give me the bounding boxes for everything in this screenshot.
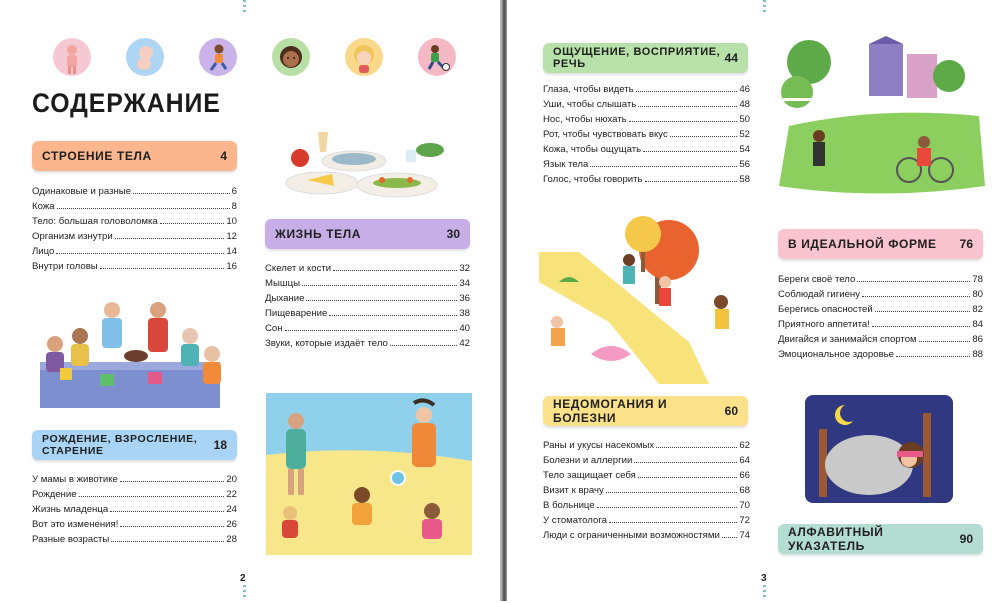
toc-item[interactable]: Голос, чтобы говорить 58	[543, 174, 750, 185]
toc-item[interactable]: Береги своё тело 78	[778, 274, 983, 285]
section-page: 30	[446, 227, 460, 241]
toc-item[interactable]: Уши, чтобы слышать 48	[543, 99, 750, 110]
section-banner-birth-aging[interactable]	[32, 430, 237, 460]
section-page: 18	[213, 438, 227, 452]
toc-list-birth-aging	[32, 470, 237, 545]
toc-item[interactable]: Берегись опасностей 82	[778, 304, 983, 315]
toc-list-body-structure	[32, 182, 237, 272]
autumn-path-illustration	[539, 212, 749, 384]
blond-child-icon	[345, 38, 383, 76]
toc-item[interactable]: Глаза, чтобы видеть 46	[543, 84, 750, 95]
family-table-illustration	[40, 296, 230, 412]
toc-item[interactable]: У мамы в животике 20	[32, 474, 237, 485]
section-title: РОЖДЕНИЕ, ВЗРОСЛЕНИЕ, СТАРЕНИЕ	[42, 433, 198, 457]
toc-item[interactable]: Кожа 8	[32, 201, 237, 212]
body-icon	[53, 38, 91, 76]
toc-item[interactable]: Раны и укусы насекомых 62	[543, 440, 750, 451]
football-child-icon	[418, 38, 456, 76]
bookmark-ribbon	[763, 585, 766, 603]
section-banner-illness[interactable]	[543, 396, 748, 426]
toc-item[interactable]: Язык тела 56	[543, 159, 750, 170]
section-title: ОЩУЩЕНИЕ, ВОСПРИЯТИЕ, РЕЧЬ	[553, 46, 721, 70]
baby-icon	[126, 38, 164, 76]
section-title: СТРОЕНИЕ ТЕЛА	[42, 149, 152, 163]
toc-item[interactable]: Звуки, которые издаёт тело 42	[265, 338, 470, 349]
toc-item[interactable]: Тело: большая головоломка 10	[32, 216, 237, 227]
section-banner-index[interactable]	[778, 524, 983, 554]
toc-item[interactable]: У стоматолога 72	[543, 515, 750, 526]
toc-list-perception	[543, 80, 750, 185]
toc-item[interactable]: Тело защищает себя 66	[543, 470, 750, 481]
section-banner-fitness[interactable]	[778, 229, 983, 259]
page-number: 3	[761, 573, 767, 584]
left-page	[0, 0, 500, 601]
beach-illustration	[266, 393, 472, 555]
section-page: 90	[959, 532, 973, 546]
toc-item[interactable]: Кожа, чтобы ощущать 54	[543, 144, 750, 155]
toc-list-fitness	[778, 270, 983, 360]
right-page	[507, 0, 1008, 601]
running-child-icon	[199, 38, 237, 76]
toc-item[interactable]: Нос, чтобы нюхать 50	[543, 114, 750, 125]
girl-face-icon	[272, 38, 310, 76]
toc-item[interactable]: Двигайся и занимайся спортом 86	[778, 334, 983, 345]
food-illustration	[282, 128, 452, 200]
toc-item[interactable]: Визит к врачу 68	[543, 485, 750, 496]
toc-list-body-life	[265, 259, 470, 349]
toc-item[interactable]: Разные возрасты 28	[32, 534, 237, 545]
section-title: ЖИЗНЬ ТЕЛА	[275, 227, 362, 241]
toc-item[interactable]: В больнице 70	[543, 500, 750, 511]
page-number: 2	[240, 573, 246, 584]
bookmark-ribbon	[243, 585, 246, 603]
toc-item[interactable]: Приятного аппетита! 84	[778, 319, 983, 330]
toc-item[interactable]: Мышцы 34	[265, 278, 470, 289]
section-page: 76	[959, 237, 973, 251]
toc-item[interactable]: Соблюдай гигиену 80	[778, 289, 983, 300]
toc-item[interactable]: Сон 40	[265, 323, 470, 334]
toc-item[interactable]: Болезни и аллергии 64	[543, 455, 750, 466]
toc-item[interactable]: Вот это изменения! 26	[32, 519, 237, 530]
section-banner-body-structure[interactable]	[32, 141, 237, 171]
section-title: В ИДЕАЛЬНОЙ ФОРМЕ	[788, 237, 937, 251]
book-spine	[500, 0, 507, 601]
section-title: НЕДОМОГАНИЯ И БОЛЕЗНИ	[553, 397, 668, 425]
section-page: 60	[724, 404, 738, 418]
toc-item[interactable]: Лицо 14	[32, 246, 237, 257]
toc-item[interactable]: Рот, чтобы чувствовать вкус 52	[543, 129, 750, 140]
bookmark-ribbon	[243, 0, 246, 18]
section-page: 4	[220, 149, 227, 163]
bookmark-ribbon	[763, 0, 766, 18]
toc-item[interactable]: Внутри головы 16	[32, 261, 237, 272]
toc-item[interactable]: Жизнь младенца 24	[32, 504, 237, 515]
sleeping-child-illustration	[805, 395, 953, 503]
toc-item[interactable]: Эмоциональное здоровье 88	[778, 349, 983, 360]
toc-item[interactable]: Пищеварение 38	[265, 308, 470, 319]
toc-item[interactable]: Скелет и кости 32	[265, 263, 470, 274]
toc-item[interactable]: Дыхание 36	[265, 293, 470, 304]
section-banner-perception[interactable]	[543, 43, 748, 73]
section-title: АЛФАВИТНЫЙ УКАЗАТЕЛЬ	[788, 525, 884, 553]
park-illustration	[779, 36, 985, 196]
toc-item[interactable]: Одинаковые и разные 6	[32, 186, 237, 197]
toc-list-illness	[543, 436, 750, 541]
section-page: 44	[724, 51, 738, 65]
toc-item[interactable]: Организм изнутри 12	[32, 231, 237, 242]
toc-item[interactable]: Люди с ограниченными возможностями 74	[543, 530, 750, 541]
section-banner-body-life[interactable]	[265, 219, 470, 249]
toc-item[interactable]: Рождение 22	[32, 489, 237, 500]
page-title: СОДЕРЖАНИЕ	[32, 88, 221, 118]
